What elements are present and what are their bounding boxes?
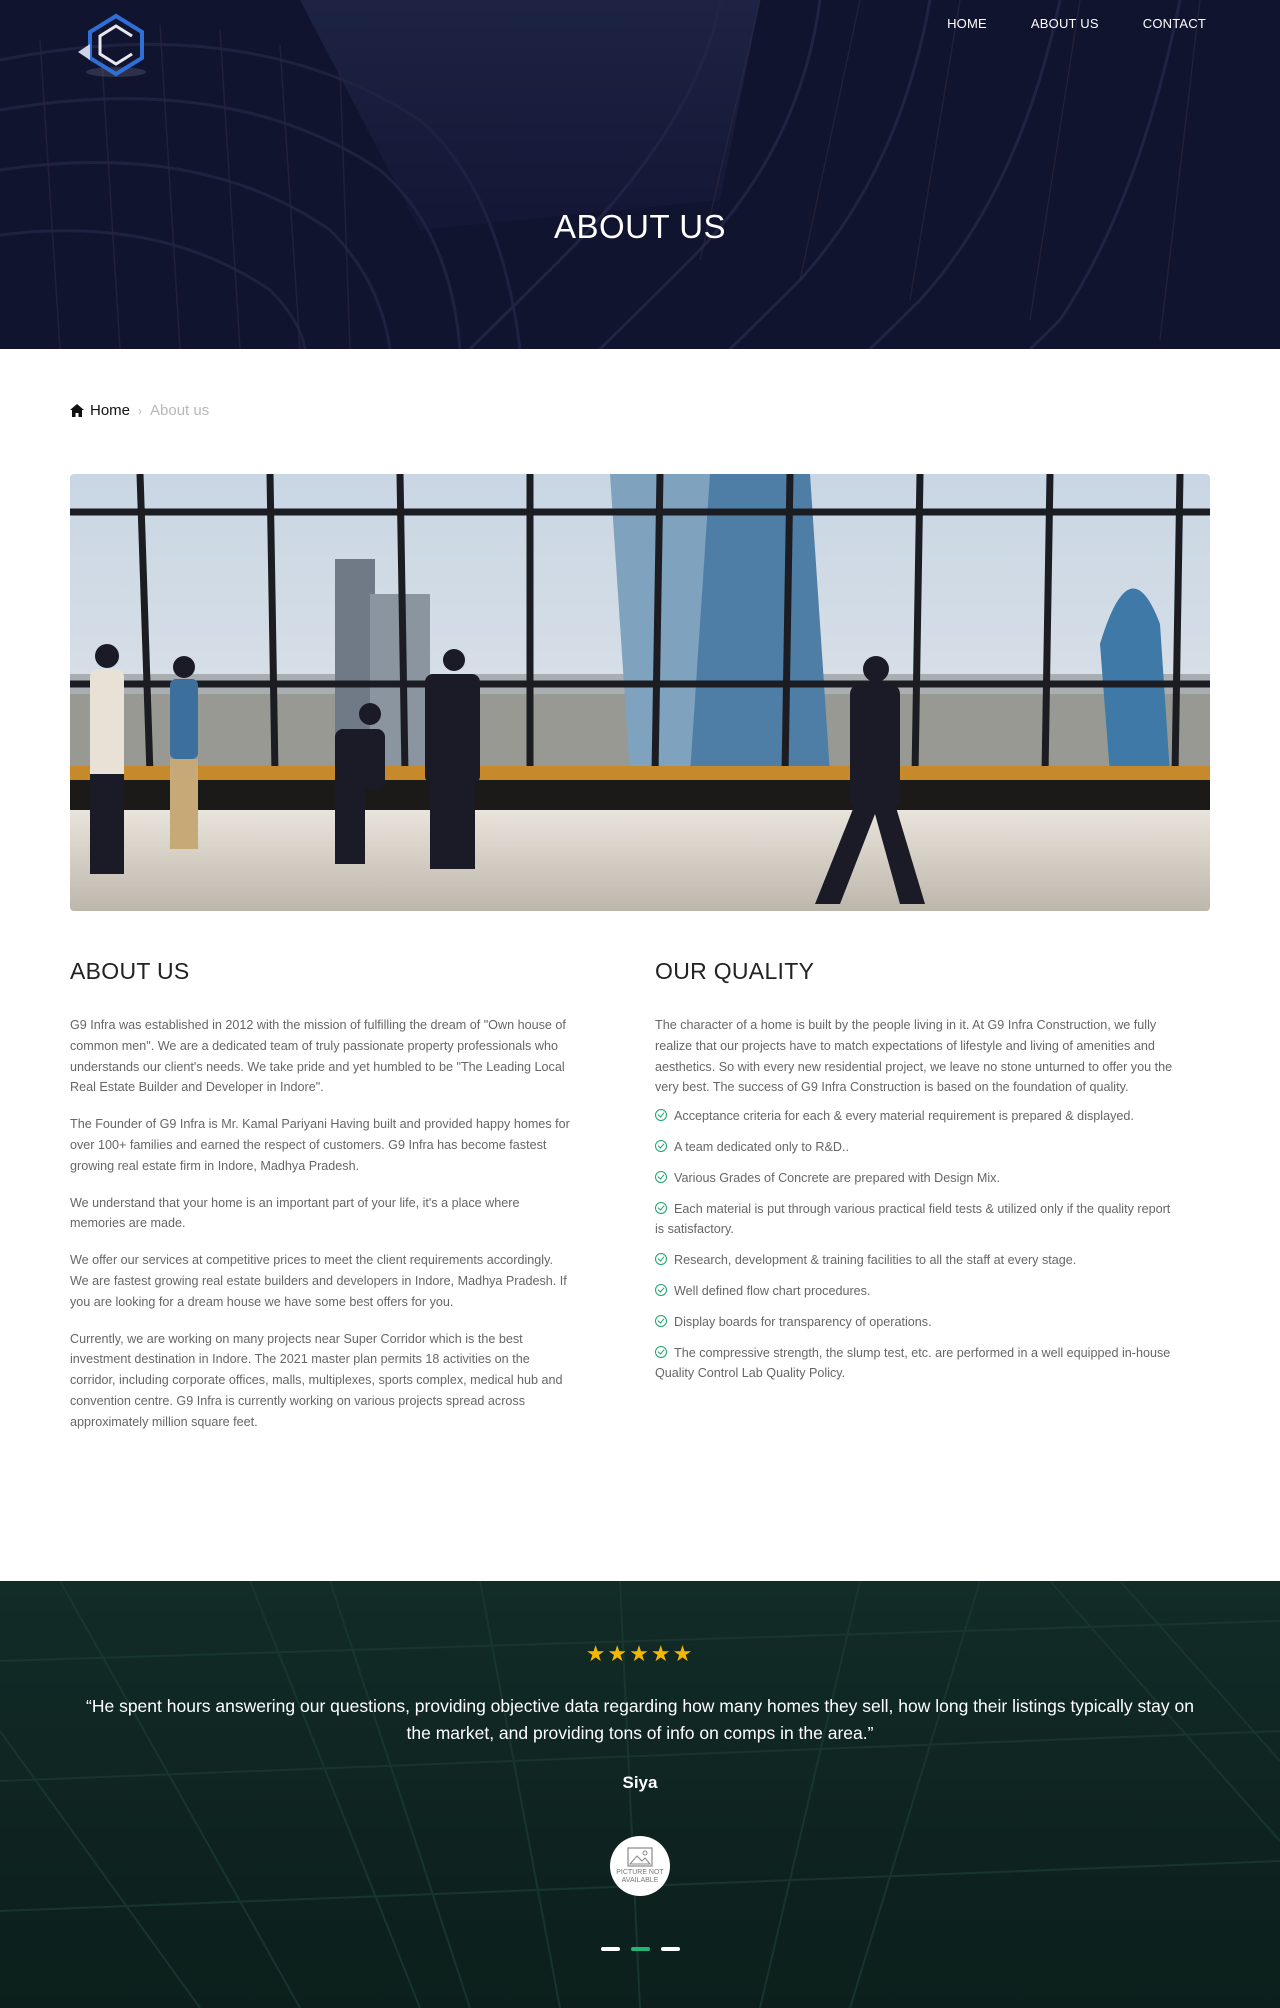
logo-mark-icon [74, 12, 158, 82]
about-paragraph: We offer our services at competitive prices to meet the client requirements accordingly. We are fastest growing real estate builders and developers in Indore, Madhya Pradesh. If you are looking for a dream house we have some best offers for you. [70, 1253, 567, 1309]
check-circle-icon [655, 1109, 667, 1121]
quality-item-text: Various Grades of Concrete are prepared with Design Mix. [674, 1170, 1000, 1185]
about-section [70, 958, 570, 1449]
chevron-right-icon: › [138, 403, 143, 418]
carousel-dot-active[interactable] [631, 1947, 650, 1951]
quality-item-text: A team dedicated only to R&D.. [674, 1139, 850, 1154]
list-item [655, 1106, 1175, 1127]
about-hero-photo [70, 474, 1210, 911]
list-item [655, 1168, 1175, 1189]
main-nav [903, 14, 1206, 33]
about-paragraph: Currently, we are working on many projects near Super Corridor which is the best investment destination in Indore. The 2021 master plan permits 18 activities on the corridor, including corporate offices, malls, multiplexes, sports complex, medical hub and convention centre. G9 Infra is currently working on various projects spread across approximately million square feet. [70, 1331, 563, 1429]
list-item [655, 1137, 1175, 1158]
about-paragraph: We understand that your home is an important part of your life, it's a place where memories are made. [70, 1195, 520, 1231]
quality-list [655, 1106, 1175, 1384]
quality-intro: The character of a home is built by the people living in it. At G9 Infra Construction, we fully realize that our projects have to match expectations of lifestyle and living of amenities and aesthetics. So with every new residential project, we leave no stone unturned to offer you the very best. The success of G9 Infra Construction is based on the foundation of quality. [655, 1018, 1173, 1095]
nav-contact-link[interactable]: CONTACT [1142, 16, 1206, 31]
check-circle-icon [655, 1171, 667, 1183]
list-item [655, 1312, 1175, 1333]
quality-title: OUR QUALITY [655, 958, 815, 984]
breadcrumb-current: About us [150, 402, 210, 419]
quality-item-text: Each material is put through various practical field tests & utilized only if the quality report is satisfactory. [655, 1201, 1171, 1237]
nav-about-link[interactable]: ABOUT US [1030, 16, 1099, 31]
check-circle-icon [655, 1253, 667, 1265]
quality-item-text: Display boards for transparency of operations. [674, 1314, 932, 1329]
hero-background-image [0, 0, 1280, 349]
carousel-dot[interactable] [661, 1947, 680, 1951]
home-icon [70, 404, 84, 417]
list-item [655, 1343, 1175, 1385]
check-circle-icon [655, 1284, 667, 1296]
check-circle-icon [655, 1346, 667, 1358]
carousel-dot[interactable] [601, 1947, 620, 1951]
list-item [655, 1199, 1175, 1241]
about-paragraph: G9 Infra was established in 2012 with the mission of fulfilling the dream of "Own house of common men". We are a dedicated team of truly passionate property professionals who understands our client's needs. We take pride and yet humbled to be "The Leading Local Real Estate Builder and Developer in Indore". [70, 1018, 566, 1095]
office-window-photo [70, 474, 1210, 911]
check-circle-icon [655, 1140, 667, 1152]
check-circle-icon [655, 1315, 667, 1327]
testimonial-section [0, 1581, 1280, 2008]
carousel-pagination [0, 1947, 1280, 1951]
quality-item-text: The compressive strength, the slump test, etc. are performed in a well equipped in-house Quality Control Lab Quality Policy. [655, 1345, 1171, 1381]
quality-item-text: Well defined flow chart procedures. [674, 1283, 871, 1298]
testimonial-author: Siya [622, 1773, 658, 1792]
list-item [655, 1281, 1175, 1302]
list-item [655, 1250, 1175, 1271]
rating-stars: ★★★★★ [585, 1641, 695, 1666]
about-paragraph: The Founder of G9 Infra is Mr. Kamal Pariyani Having built and provided happy homes for over 100+ families and earned the respect of customers. G9 Infra has become fastest growing real estate firm in Indore, Madhya Pradesh. [70, 1117, 570, 1173]
nav-home-link[interactable]: HOME [947, 16, 987, 31]
avatar-placeholder-text: PICTURE NOT AVAILABLE [616, 1869, 664, 1884]
testimonial-quote: “He spent hours answering our questions, providing objective data regarding how many homes they sell, how long their listings typically stay on the market, and providing tons of info on comps in the area.” [86, 1696, 1194, 1743]
hero-banner [0, 0, 1280, 349]
about-title: ABOUT US [70, 958, 190, 984]
site-logo[interactable] [74, 12, 158, 82]
quality-section [655, 958, 1175, 1394]
quality-item-text: Research, development & training facilities to all the staff at every stage. [674, 1253, 1077, 1268]
hero-title: ABOUT US [553, 208, 727, 245]
breadcrumb-home-link[interactable] [70, 402, 130, 419]
avatar [610, 1836, 670, 1896]
check-circle-icon [655, 1202, 667, 1214]
quality-item-text: Acceptance criteria for each & every material requirement is prepared & displayed. [674, 1109, 1134, 1124]
image-placeholder-icon [627, 1847, 653, 1867]
breadcrumb [70, 402, 209, 419]
breadcrumb-home-label: Home [90, 402, 131, 419]
